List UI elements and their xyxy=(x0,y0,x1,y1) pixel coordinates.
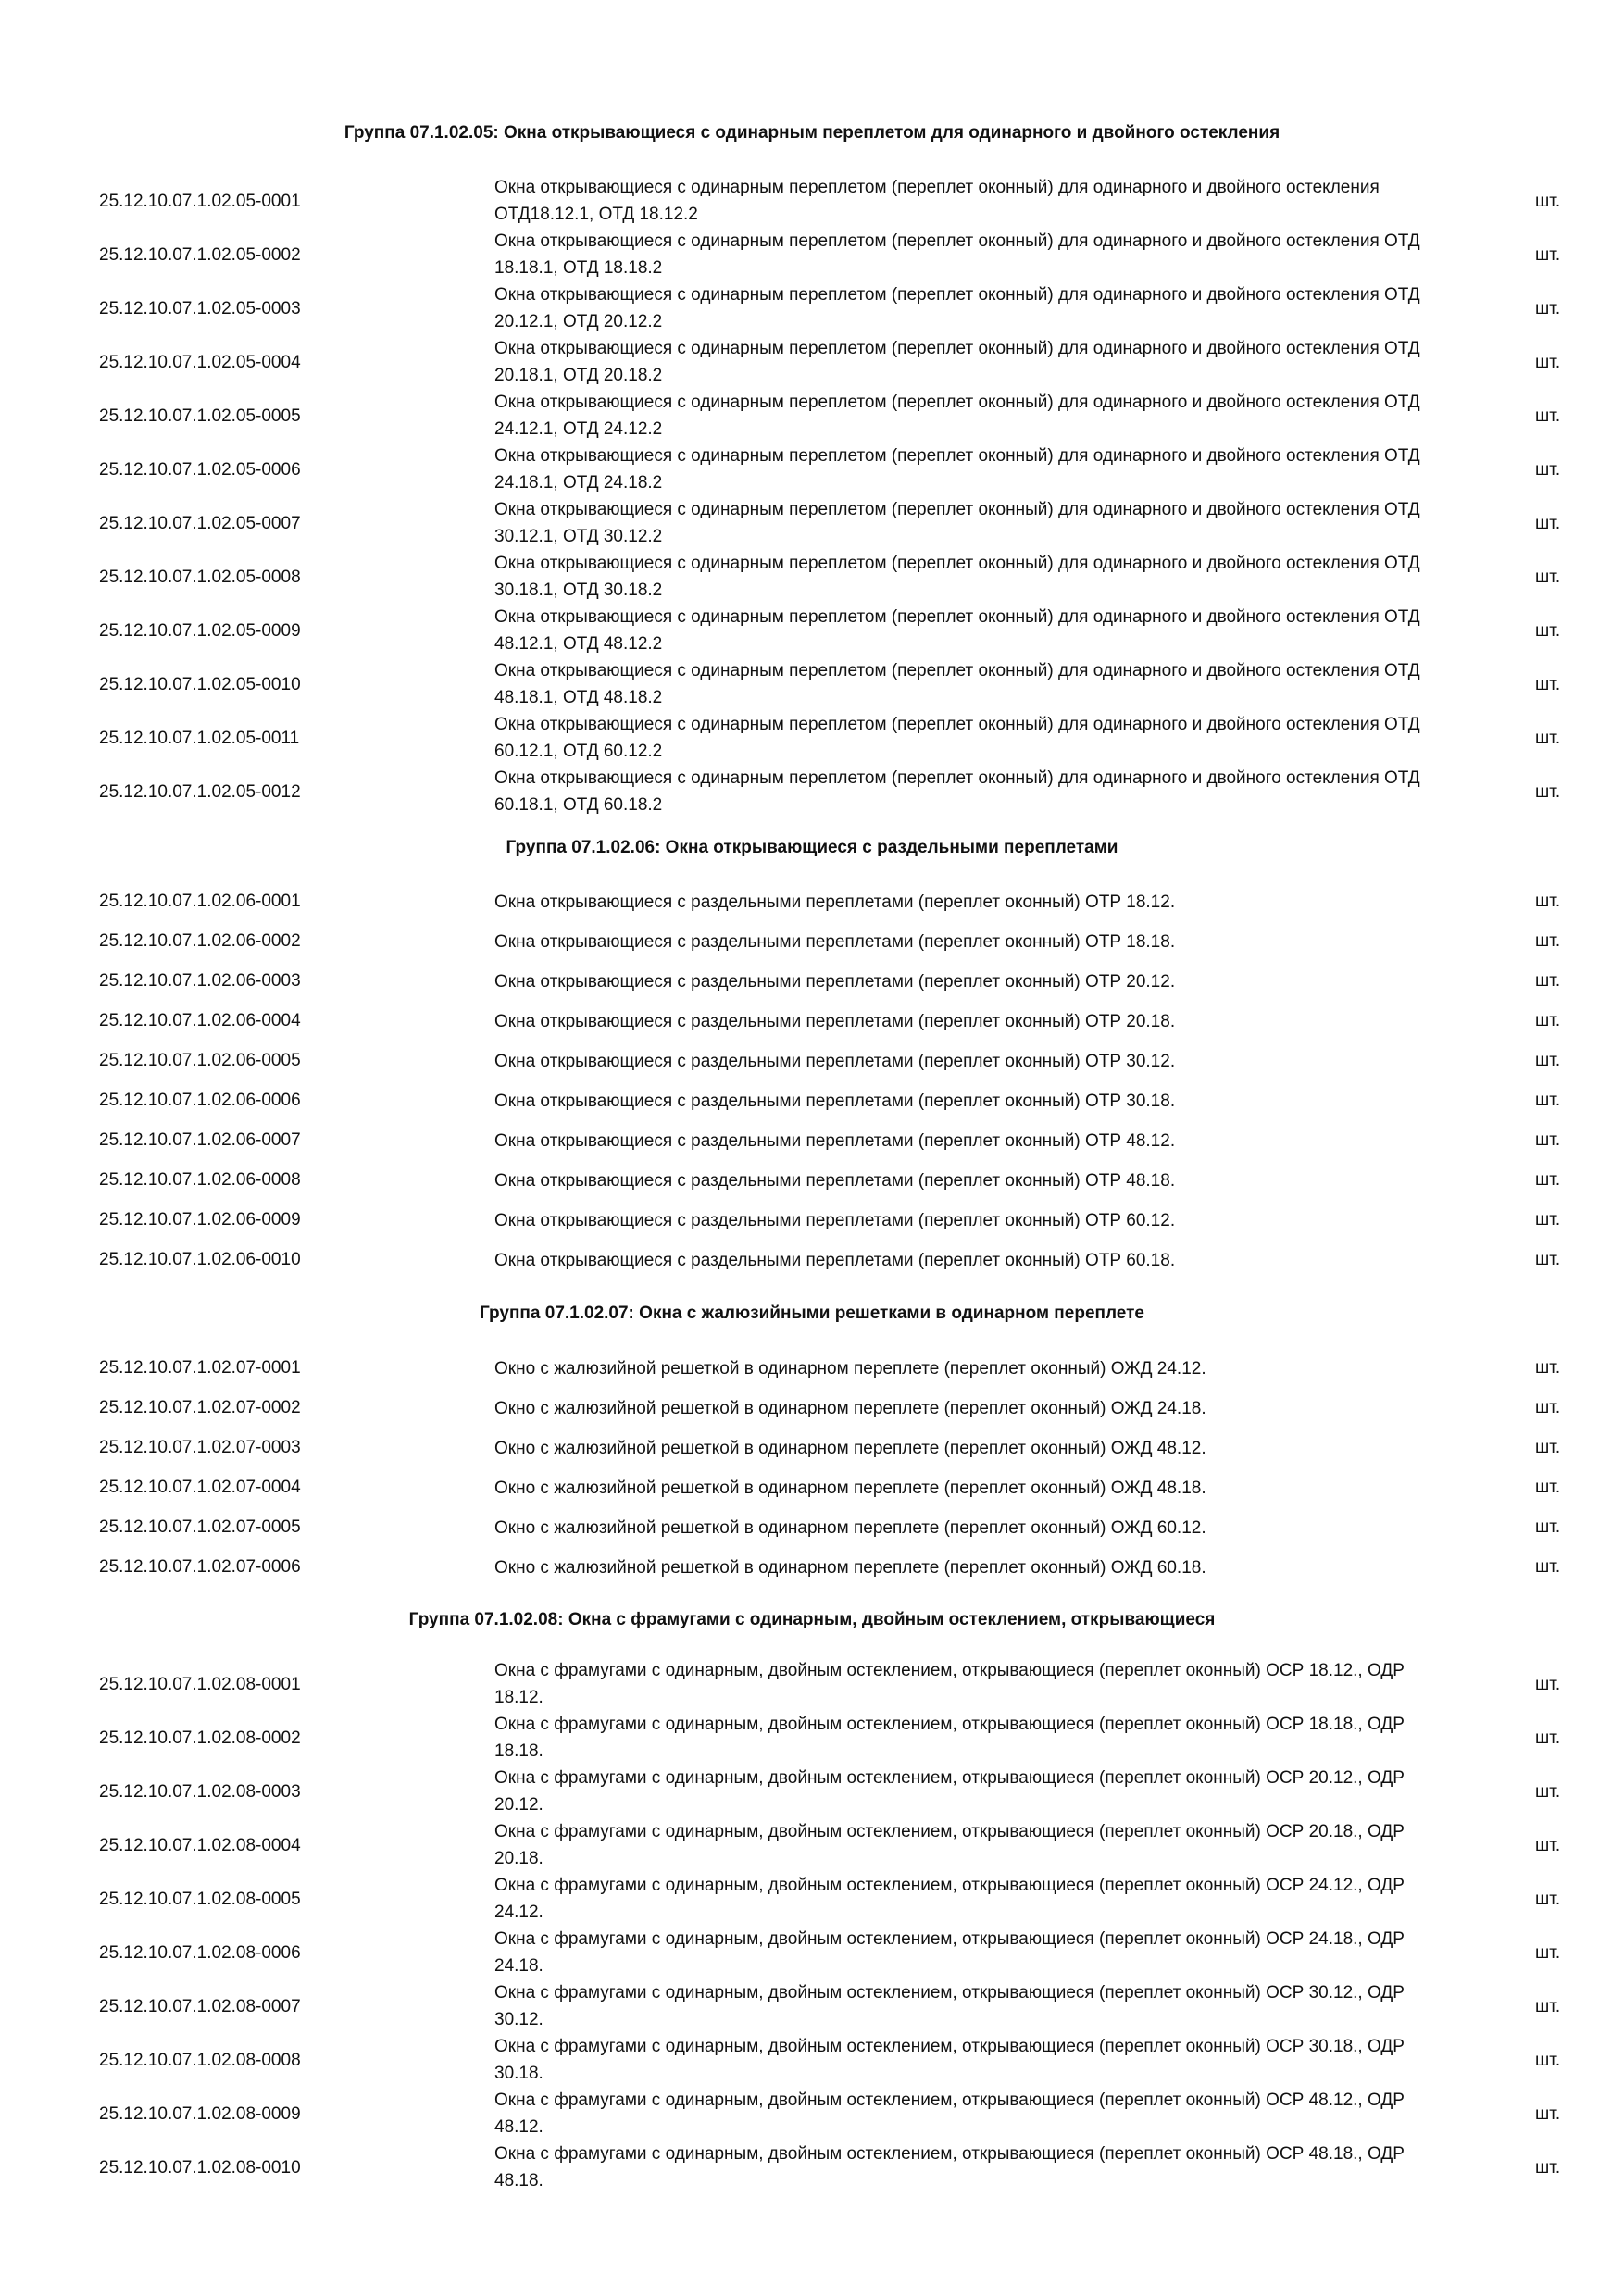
row-description: Окна с фрамугами с одинарным, двойным остеклением, открывающиеся (переплет оконный) ОСР 18.18., ОДР 18.18. xyxy=(494,1715,1405,1761)
row-code: 25.12.10.07.1.02.08-0002 xyxy=(99,1728,301,1748)
row-description: Окна открывающиеся с раздельными переплетами (переплет оконный) ОТР 60.18. xyxy=(494,1251,1176,1270)
row-description: Окно с жалюзийной решеткой в одинарном переплете (переплет оконный) ОЖД 24.12. xyxy=(494,1359,1206,1379)
row-code: 25.12.10.07.1.02.06-0005 xyxy=(99,1051,301,1070)
row-unit: шт. xyxy=(1535,1943,1561,1963)
row-description: Окна с фрамугами с одинарным, двойным остеклением, открывающиеся (переплет оконный) ОСР 20.12., ОДР 20.12. xyxy=(494,1768,1405,1815)
row-unit: шт. xyxy=(1535,2158,1561,2177)
row-code: 25.12.10.07.1.02.07-0002 xyxy=(99,1398,301,1417)
row-description: Окна с фрамугами с одинарным, двойным остеклением, открывающиеся (переплет оконный) ОСР 30.12., ОДР 30.12. xyxy=(494,1983,1405,2029)
row-code: 25.12.10.07.1.02.06-0001 xyxy=(99,892,301,911)
row-unit: шт. xyxy=(1535,514,1561,533)
row-code: 25.12.10.07.1.02.05-0010 xyxy=(99,675,301,694)
row-code: 25.12.10.07.1.02.08-0010 xyxy=(99,2158,301,2177)
row-unit: шт. xyxy=(1535,2104,1561,2124)
row-code: 25.12.10.07.1.02.06-0004 xyxy=(99,1011,301,1030)
row-unit: шт. xyxy=(1535,2051,1561,2070)
row-description: Окна открывающиеся с одинарным переплетом (переплет оконный) для одинарного и двойного остекления ОТД 60.12.1, ОТД 60.12.2 xyxy=(494,715,1420,761)
row-code: 25.12.10.07.1.02.08-0006 xyxy=(99,1943,301,1963)
row-code: 25.12.10.07.1.02.06-0003 xyxy=(99,971,301,991)
row-unit: шт. xyxy=(1535,892,1561,911)
row-unit: шт. xyxy=(1535,729,1561,748)
row-unit: шт. xyxy=(1535,1091,1561,1110)
row-unit: шт. xyxy=(1535,1517,1561,1537)
group-title: Группа 07.1.02.05: Окна открывающиеся с одинарным переплетом для одинарного и двойного остекления xyxy=(344,123,1280,143)
row-description: Окна открывающиеся с одинарным переплетом (переплет оконный) для одинарного и двойного остекления ОТД 48.18.1, ОТД 48.18.2 xyxy=(494,661,1420,707)
row-description: Окна открывающиеся с одинарным переплетом (переплет оконный) для одинарного и двойного остекления ОТД 20.18.1, ОТД 20.18.2 xyxy=(494,339,1420,385)
row-code: 25.12.10.07.1.02.05-0011 xyxy=(99,729,300,748)
row-description: Окна открывающиеся с одинарным переплетом (переплет оконный) для одинарного и двойного остекления ОТД 20.12.1, ОТД 20.12.2 xyxy=(494,285,1420,331)
row-unit: шт. xyxy=(1535,931,1561,951)
row-unit: шт. xyxy=(1535,1051,1561,1070)
row-code: 25.12.10.07.1.02.08-0003 xyxy=(99,1782,301,1802)
row-unit: шт. xyxy=(1535,1782,1561,1802)
row-description: Окна открывающиеся с раздельными переплетами (переплет оконный) ОТР 18.18. xyxy=(494,932,1176,952)
row-unit: шт. xyxy=(1535,353,1561,372)
row-description: Окна открывающиеся с раздельными переплетами (переплет оконный) ОТР 48.12. xyxy=(494,1131,1176,1151)
row-description: Окно с жалюзийной решеткой в одинарном переплете (переплет оконный) ОЖД 48.12. xyxy=(494,1439,1206,1458)
row-unit: шт. xyxy=(1535,1011,1561,1030)
row-code: 25.12.10.07.1.02.05-0007 xyxy=(99,514,301,533)
row-unit: шт. xyxy=(1535,568,1561,587)
row-code: 25.12.10.07.1.02.08-0004 xyxy=(99,1836,301,1855)
row-unit: шт. xyxy=(1535,1438,1561,1457)
row-code: 25.12.10.07.1.02.06-0006 xyxy=(99,1091,301,1110)
row-description: Окна открывающиеся с одинарным переплетом (переплет оконный) для одинарного и двойного остекления ОТД 18.18.1, ОТД 18.18.2 xyxy=(494,231,1420,278)
row-code: 25.12.10.07.1.02.08-0009 xyxy=(99,2104,301,2124)
row-unit: шт. xyxy=(1535,1478,1561,1497)
row-description: Окна открывающиеся с одинарным переплетом (переплет оконный) для одинарного и двойного остекления ОТД 30.18.1, ОТД 30.18.2 xyxy=(494,554,1420,600)
row-description: Окна открывающиеся с одинарным переплетом (переплет оконный) для одинарного и двойного остекления ОТД18.12.1, ОТД 18.12.2 xyxy=(494,178,1380,224)
row-description: Окна открывающиеся с раздельными переплетами (переплет оконный) ОТР 20.18. xyxy=(494,1012,1176,1031)
row-description: Окна открывающиеся с одинарным переплетом (переплет оконный) для одинарного и двойного остекления ОТД 60.18.1, ОТД 60.18.2 xyxy=(494,768,1420,815)
row-code: 25.12.10.07.1.02.05-0012 xyxy=(99,782,301,802)
row-description: Окна с фрамугами с одинарным, двойным остеклением, открывающиеся (переплет оконный) ОСР 48.12., ОДР 48.12. xyxy=(494,2090,1405,2137)
row-code: 25.12.10.07.1.02.08-0007 xyxy=(99,1997,301,2016)
row-unit: шт. xyxy=(1535,1890,1561,1909)
row-description: Окна открывающиеся с раздельными переплетами (переплет оконный) ОТР 48.18. xyxy=(494,1171,1176,1191)
row-code: 25.12.10.07.1.02.05-0004 xyxy=(99,353,301,372)
row-code: 25.12.10.07.1.02.05-0005 xyxy=(99,406,301,426)
row-code: 25.12.10.07.1.02.06-0002 xyxy=(99,931,301,951)
row-description: Окно с жалюзийной решеткой в одинарном переплете (переплет оконный) ОЖД 60.12. xyxy=(494,1518,1206,1538)
row-unit: шт. xyxy=(1535,782,1561,802)
row-description: Окна открывающиеся с одинарным переплетом (переплет оконный) для одинарного и двойного остекления ОТД 24.12.1, ОТД 24.12.2 xyxy=(494,393,1420,439)
row-description: Окна открывающиеся с раздельными переплетами (переплет оконный) ОТР 60.12. xyxy=(494,1211,1176,1230)
row-unit: шт. xyxy=(1535,621,1561,641)
row-code: 25.12.10.07.1.02.05-0006 xyxy=(99,460,301,480)
row-description: Окна с фрамугами с одинарным, двойным остеклением, открывающиеся (переплет оконный) ОСР 30.18., ОДР 30.18. xyxy=(494,2037,1405,2083)
row-description: Окна открывающиеся с одинарным переплетом (переплет оконный) для одинарного и двойного остекления ОТД 48.12.1, ОТД 48.12.2 xyxy=(494,607,1420,654)
row-unit: шт. xyxy=(1535,192,1561,211)
row-unit: шт. xyxy=(1535,1210,1561,1229)
row-description: Окна с фрамугами с одинарным, двойным остеклением, открывающиеся (переплет оконный) ОСР 24.12., ОДР 24.12. xyxy=(494,1876,1405,1922)
row-unit: шт. xyxy=(1535,406,1561,426)
row-code: 25.12.10.07.1.02.07-0003 xyxy=(99,1438,301,1457)
row-unit: шт. xyxy=(1535,1728,1561,1748)
row-description: Окна с фрамугами с одинарным, двойным остеклением, открывающиеся (переплет оконный) ОСР 24.18., ОДР 24.18. xyxy=(494,1929,1405,1976)
row-description: Окно с жалюзийной решеткой в одинарном переплете (переплет оконный) ОЖД 24.18. xyxy=(494,1399,1206,1418)
row-description: Окно с жалюзийной решеткой в одинарном переплете (переплет оконный) ОЖД 48.18. xyxy=(494,1479,1206,1498)
row-code: 25.12.10.07.1.02.07-0004 xyxy=(99,1478,301,1497)
group-title: Группа 07.1.02.08: Окна с фрамугами с одинарным, двойным остеклением, открывающиеся xyxy=(408,1610,1216,1629)
row-code: 25.12.10.07.1.02.05-0003 xyxy=(99,299,301,318)
row-code: 25.12.10.07.1.02.06-0010 xyxy=(99,1250,301,1269)
row-code: 25.12.10.07.1.02.08-0001 xyxy=(99,1675,301,1694)
row-unit: шт. xyxy=(1535,675,1561,694)
row-unit: шт. xyxy=(1535,1250,1561,1269)
row-unit: шт. xyxy=(1535,1997,1561,2016)
row-unit: шт. xyxy=(1535,1130,1561,1150)
row-code: 25.12.10.07.1.02.08-0008 xyxy=(99,2051,301,2070)
row-code: 25.12.10.07.1.02.07-0005 xyxy=(99,1517,301,1537)
row-description: Окна открывающиеся с раздельными переплетами (переплет оконный) ОТР 30.18. xyxy=(494,1092,1176,1111)
row-description: Окна открывающиеся с раздельными переплетами (переплет оконный) ОТР 30.12. xyxy=(494,1052,1176,1071)
row-code: 25.12.10.07.1.02.06-0008 xyxy=(99,1170,301,1190)
row-unit: шт. xyxy=(1535,245,1561,265)
row-unit: шт. xyxy=(1535,1358,1561,1378)
row-unit: шт. xyxy=(1535,460,1561,480)
row-unit: шт. xyxy=(1535,1170,1561,1190)
row-description: Окна с фрамугами с одинарным, двойным остеклением, открывающиеся (переплет оконный) ОСР 48.18., ОДР 48.18. xyxy=(494,2144,1405,2190)
row-unit: шт. xyxy=(1535,1398,1561,1417)
row-unit: шт. xyxy=(1535,1675,1561,1694)
row-description: Окна открывающиеся с одинарным переплетом (переплет оконный) для одинарного и двойного остекления ОТД 30.12.1, ОТД 30.12.2 xyxy=(494,500,1420,546)
row-description: Окна открывающиеся с одинарным переплетом (переплет оконный) для одинарного и двойного остекления ОТД 24.18.1, ОТД 24.18.2 xyxy=(494,446,1420,493)
row-unit: шт. xyxy=(1535,971,1561,991)
row-code: 25.12.10.07.1.02.06-0009 xyxy=(99,1210,301,1229)
row-description: Окно с жалюзийной решеткой в одинарном переплете (переплет оконный) ОЖД 60.18. xyxy=(494,1558,1206,1578)
row-description: Окна открывающиеся с раздельными переплетами (переплет оконный) ОТР 20.12. xyxy=(494,972,1176,992)
group-title: Группа 07.1.02.06: Окна открывающиеся с раздельными переплетами xyxy=(506,838,1118,857)
row-code: 25.12.10.07.1.02.08-0005 xyxy=(99,1890,301,1909)
row-code: 25.12.10.07.1.02.05-0008 xyxy=(99,568,301,587)
group-title: Группа 07.1.02.07: Окна с жалюзийными решетками в одинарном переплете xyxy=(479,1304,1144,1323)
row-code: 25.12.10.07.1.02.05-0002 xyxy=(99,245,301,265)
row-description: Окна с фрамугами с одинарным, двойным остеклением, открывающиеся (переплет оконный) ОСР 20.18., ОДР 20.18. xyxy=(494,1822,1405,1868)
row-description: Окна открывающиеся с раздельными переплетами (переплет оконный) ОТР 18.12. xyxy=(494,892,1176,912)
row-code: 25.12.10.07.1.02.07-0006 xyxy=(99,1557,301,1577)
row-unit: шт. xyxy=(1535,1836,1561,1855)
row-code: 25.12.10.07.1.02.06-0007 xyxy=(99,1130,301,1150)
row-unit: шт. xyxy=(1535,1557,1561,1577)
row-code: 25.12.10.07.1.02.05-0009 xyxy=(99,621,301,641)
row-unit: шт. xyxy=(1535,299,1561,318)
row-code: 25.12.10.07.1.02.05-0001 xyxy=(99,192,301,211)
row-code: 25.12.10.07.1.02.07-0001 xyxy=(99,1358,301,1378)
row-description: Окна с фрамугами с одинарным, двойным остеклением, открывающиеся (переплет оконный) ОСР 18.12., ОДР 18.12. xyxy=(494,1661,1405,1707)
